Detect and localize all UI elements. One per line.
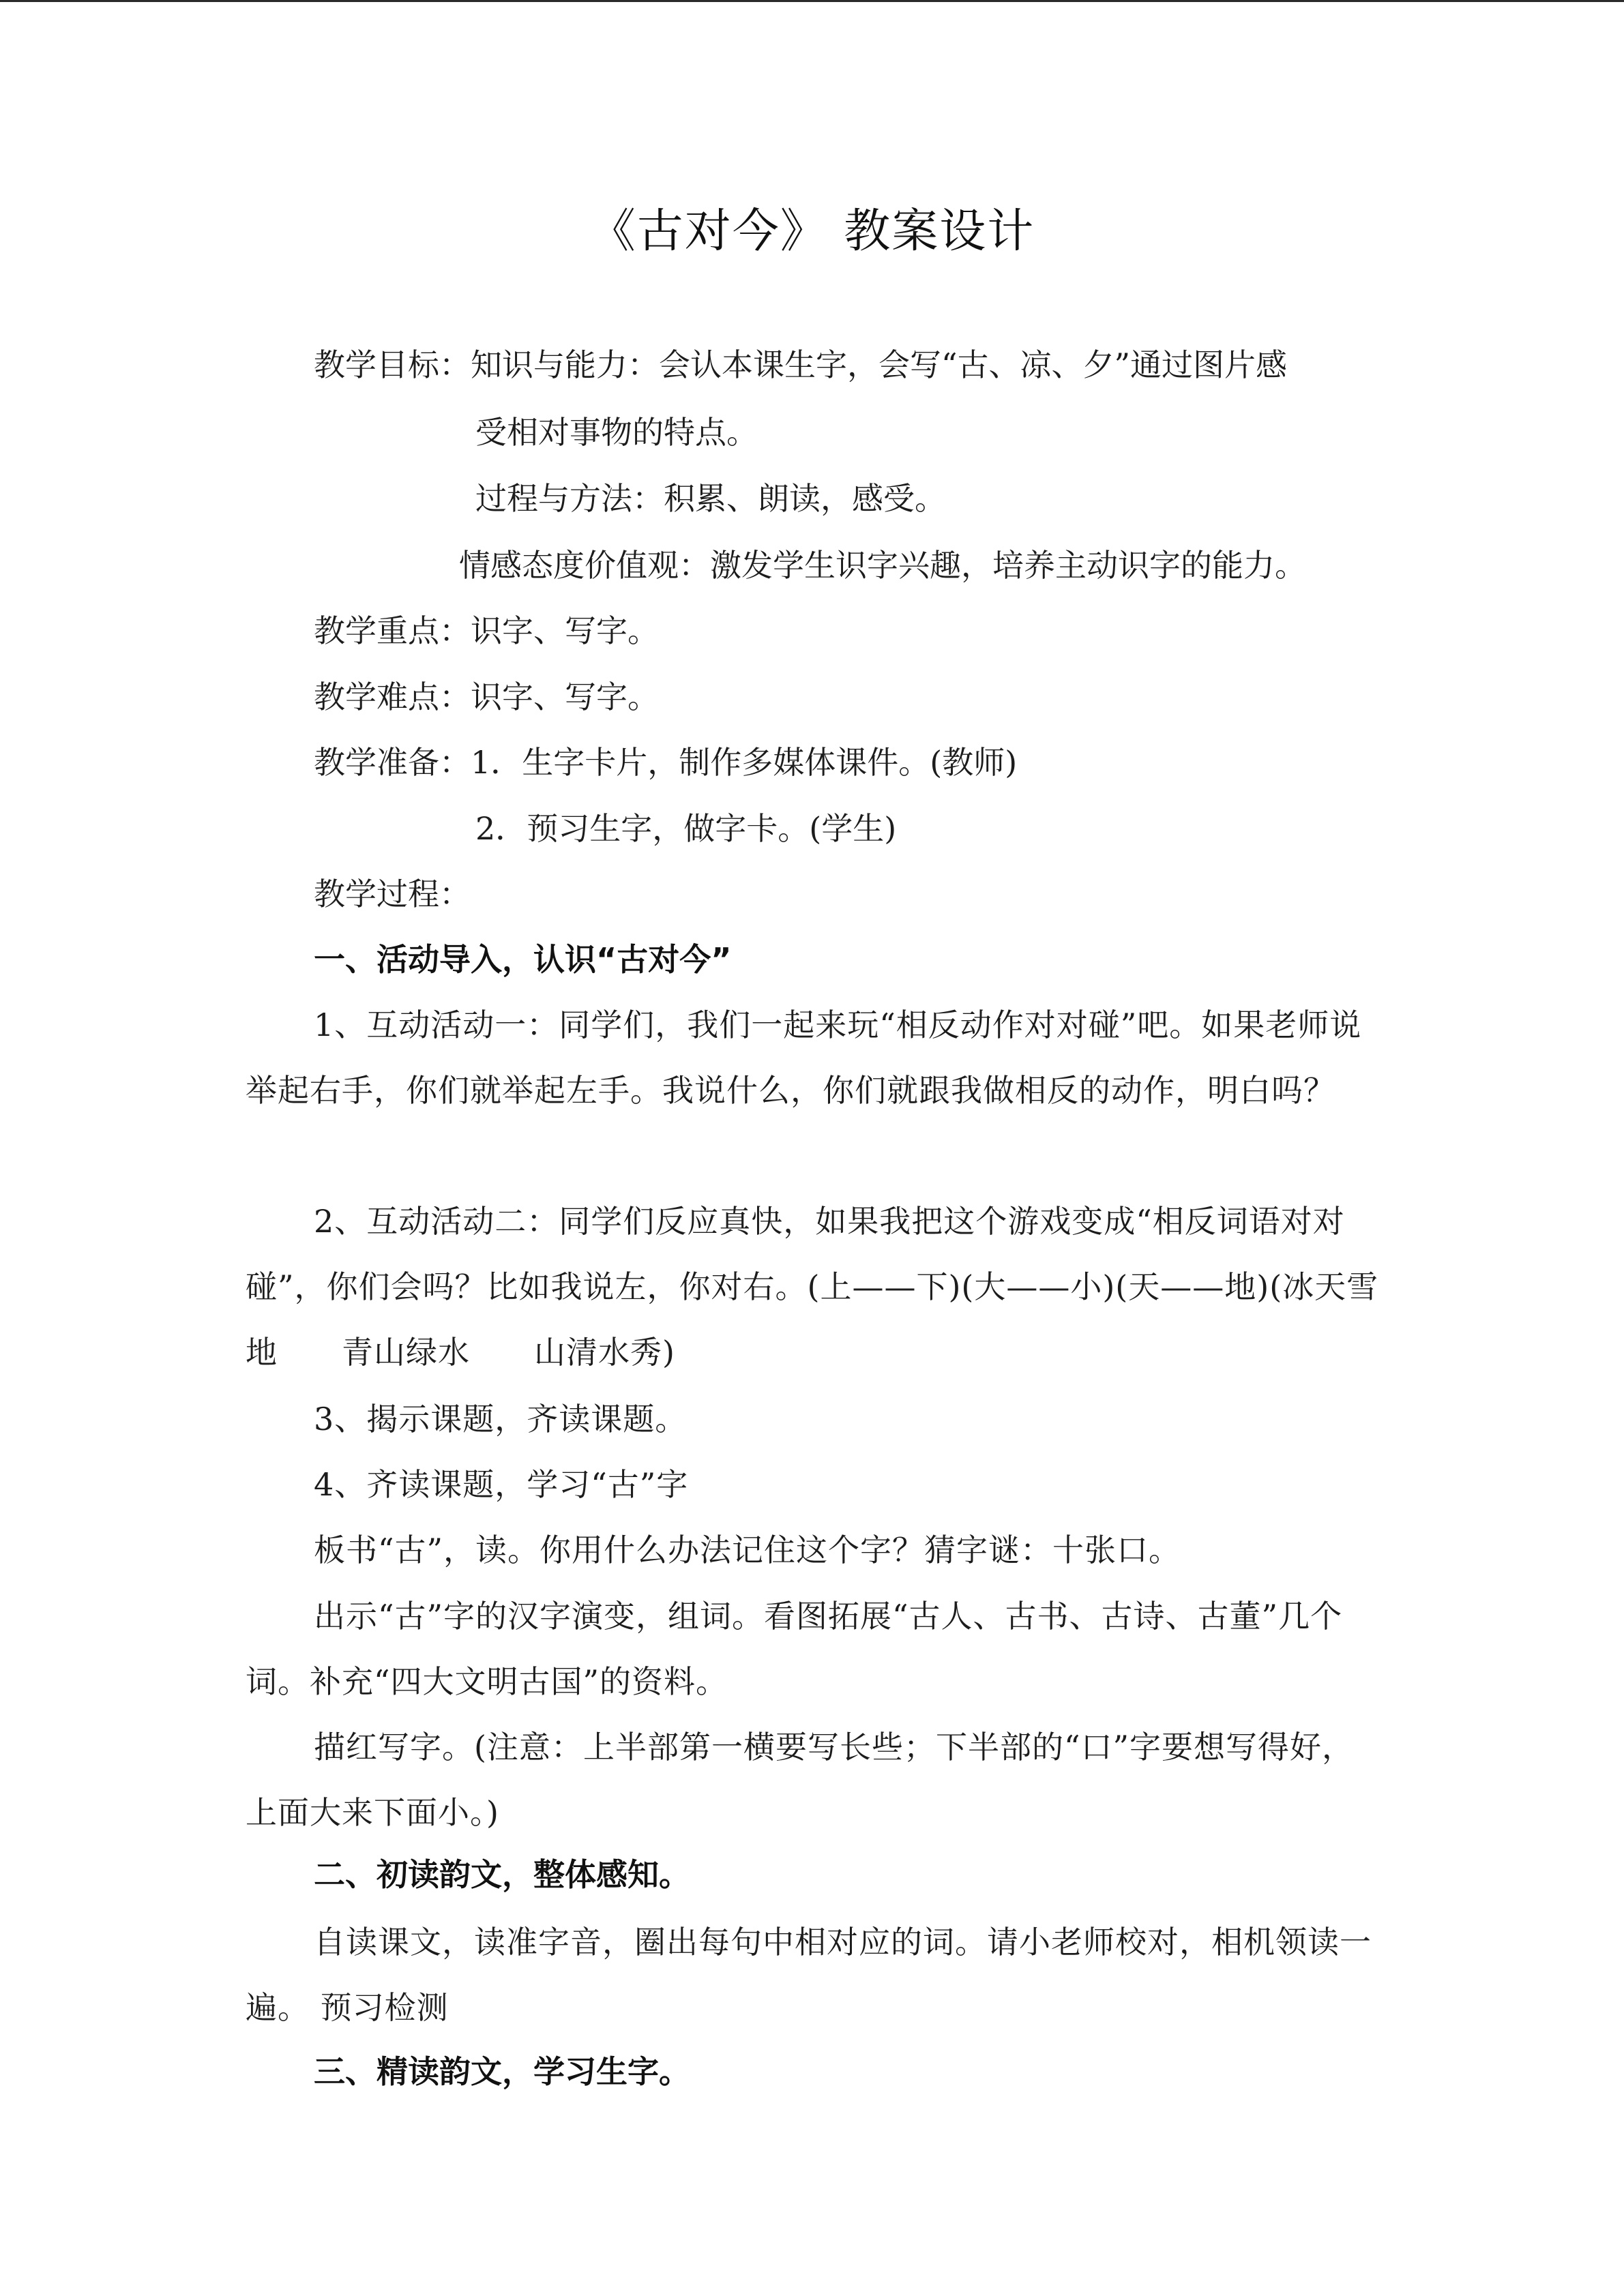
preparation-line1: 教学准备：1．生字卡片，制作多媒体课件。(教师)	[314, 744, 1018, 781]
objectives-knowledge-text: 知识与能力：会认本课生字，会写“古、凉、夕”通过图片感	[471, 346, 1288, 383]
section1-activity1: 1、互动活动一：同学们，我们一起来玩“相反动作对对碰”吧。如果老师说举起右手，你们就举起左手。我说什么，你们就跟我做相反的动作，明白吗？	[246, 1007, 1362, 1109]
difficulties: 教学难点：识字、写字。	[314, 679, 659, 715]
section1-item3: 3、揭示课题，齐读课题。	[314, 1401, 688, 1437]
section1-evolution: 出示“古”字的汉字演变，组词。看图拓展“古人、古书、古诗、古董”几个词。补充“四大文明古国”的资料。	[246, 1598, 1343, 1700]
preparation-line2: 2．预习生字，做字卡。(学生)	[475, 810, 897, 847]
section1-activity2: 2、互动活动二：同学们反应真快，如果我把这个游戏变成“相反词语对对碰”，你们会吗？比如我说左，你对右。(上——下)(大——小)(天——地)(冰天雪地 青山绿水 山清水秀)	[246, 1203, 1379, 1371]
section2-body: 自读课文，读准字音，圈出每句中相对应的词。请小老师校对，相机领读一遍。 预习检测	[246, 1924, 1372, 2026]
objectives-emotion: 情感态度价值观：激发学生识字兴趣，培养主动识字的能力。	[459, 547, 1306, 584]
section1-board: 板书“古”，读。你用什么办法记住这个字？猜字谜：十张口。	[314, 1532, 1181, 1568]
section1-heading: 一、活动导入，认识“古对今”	[314, 941, 732, 978]
section3-heading: 三、精读韵文，学习生字。	[314, 2053, 690, 2090]
objectives-process: 过程与方法：积累、朗读，感受。	[475, 480, 946, 517]
page-title: 《古对今》 教案设计	[589, 205, 1035, 258]
section1-tracing: 描红写字。(注意：上半部第一横要写长些；下半部的“口”字要想写得好，上面大来下面小。)	[246, 1729, 1354, 1831]
objectives-label: 教学目标：	[314, 346, 471, 383]
section2-heading: 二、初读韵文，整体感知。	[314, 1856, 690, 1893]
objectives-knowledge-line2: 受相对事物的特点。	[475, 414, 758, 451]
section1-item4: 4、齐读课题，学习“古”字	[314, 1466, 689, 1503]
page-top-border	[0, 0, 1624, 2]
objectives-knowledge-line1	[314, 343, 1287, 387]
process-label: 教学过程：	[314, 876, 471, 912]
key-points: 教学重点：识字、写字。	[314, 612, 659, 649]
